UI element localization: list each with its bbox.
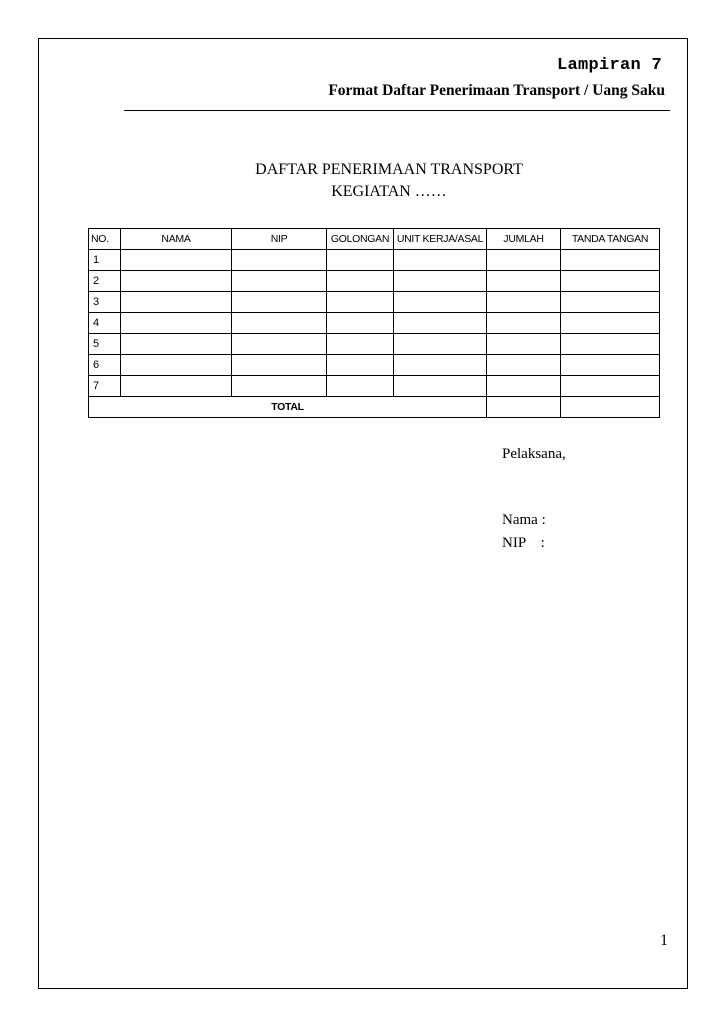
column-header-nip: NIP [232,229,327,250]
cell-unit-kerja[interactable] [394,355,487,376]
cell-jumlah[interactable] [487,292,561,313]
cell-unit-kerja[interactable] [394,313,487,334]
table-row [89,313,660,334]
table-row [89,376,660,397]
row-number: 3 [89,292,121,313]
cell-unit-kerja[interactable] [394,376,487,397]
cell-unit-kerja[interactable] [394,292,487,313]
cell-golongan[interactable] [327,292,394,313]
cell-nama[interactable] [121,313,232,334]
cell-jumlah[interactable] [487,250,561,271]
cell-nama[interactable] [121,334,232,355]
signer-nip-label: NIP : [502,535,545,551]
cell-nip[interactable] [232,376,327,397]
cell-nip[interactable] [232,271,327,292]
cell-golongan[interactable] [327,250,394,271]
cell-jumlah[interactable] [487,376,561,397]
cell-golongan[interactable] [327,313,394,334]
column-header-tanda-tangan: TANDA TANGAN [561,229,660,250]
document-title: DAFTAR PENERIMAAN TRANSPORT [255,161,523,178]
row-number: 4 [89,313,121,334]
column-header-unit-kerja: UNIT KERJA/ASAL [394,229,487,250]
document-subtitle: Format Daftar Penerimaan Transport / Uang Saku [328,82,665,99]
table-row [89,334,660,355]
cell-nama[interactable] [121,376,232,397]
table-row [89,292,660,313]
column-header-jumlah: JUMLAH [487,229,561,250]
cell-nama[interactable] [121,355,232,376]
signer-name-label: Nama : [502,512,546,528]
cell-golongan[interactable] [327,376,394,397]
cell-golongan[interactable] [327,355,394,376]
table-row [89,271,660,292]
column-header-nama: NAMA [121,229,232,250]
cell-tanda-tangan[interactable] [561,271,660,292]
cell-tanda-tangan[interactable] [561,355,660,376]
page-frame [38,38,688,989]
cell-jumlah[interactable] [487,313,561,334]
table-row [89,355,660,376]
cell-nama[interactable] [121,292,232,313]
cell-nip[interactable] [232,292,327,313]
total-jumlah-cell[interactable] [487,397,561,418]
cell-nama[interactable] [121,250,232,271]
cell-nip[interactable] [232,313,327,334]
total-label: TOTAL [89,397,487,418]
row-number: 1 [89,250,121,271]
row-number: 6 [89,355,121,376]
cell-tanda-tangan[interactable] [561,250,660,271]
cell-tanda-tangan[interactable] [561,313,660,334]
row-number: 2 [89,271,121,292]
column-header-golongan: GOLONGAN [327,229,394,250]
cell-nip[interactable] [232,250,327,271]
total-tanda-tangan-cell[interactable] [561,397,660,418]
cell-jumlah[interactable] [487,334,561,355]
cell-golongan[interactable] [327,334,394,355]
cell-jumlah[interactable] [487,355,561,376]
cell-tanda-tangan[interactable] [561,376,660,397]
row-number: 7 [89,376,121,397]
table-header-row [89,229,660,250]
column-header-no: NO. [89,229,121,250]
cell-tanda-tangan[interactable] [561,292,660,313]
cell-nip[interactable] [232,334,327,355]
header-divider [124,110,670,111]
document-title-kegiatan: KEGIATAN …… [331,183,447,200]
cell-jumlah[interactable] [487,271,561,292]
cell-unit-kerja[interactable] [394,250,487,271]
cell-nama[interactable] [121,271,232,292]
transport-receipt-table [88,228,660,418]
pelaksana-label: Pelaksana, [502,446,566,462]
cell-unit-kerja[interactable] [394,271,487,292]
page-number: 1 [660,932,668,949]
cell-tanda-tangan[interactable] [561,334,660,355]
lampiran-label: Lampiran 7 [556,56,662,75]
total-row [89,397,660,418]
cell-unit-kerja[interactable] [394,334,487,355]
cell-nip[interactable] [232,355,327,376]
row-number: 5 [89,334,121,355]
table-row [89,250,660,271]
cell-golongan[interactable] [327,271,394,292]
